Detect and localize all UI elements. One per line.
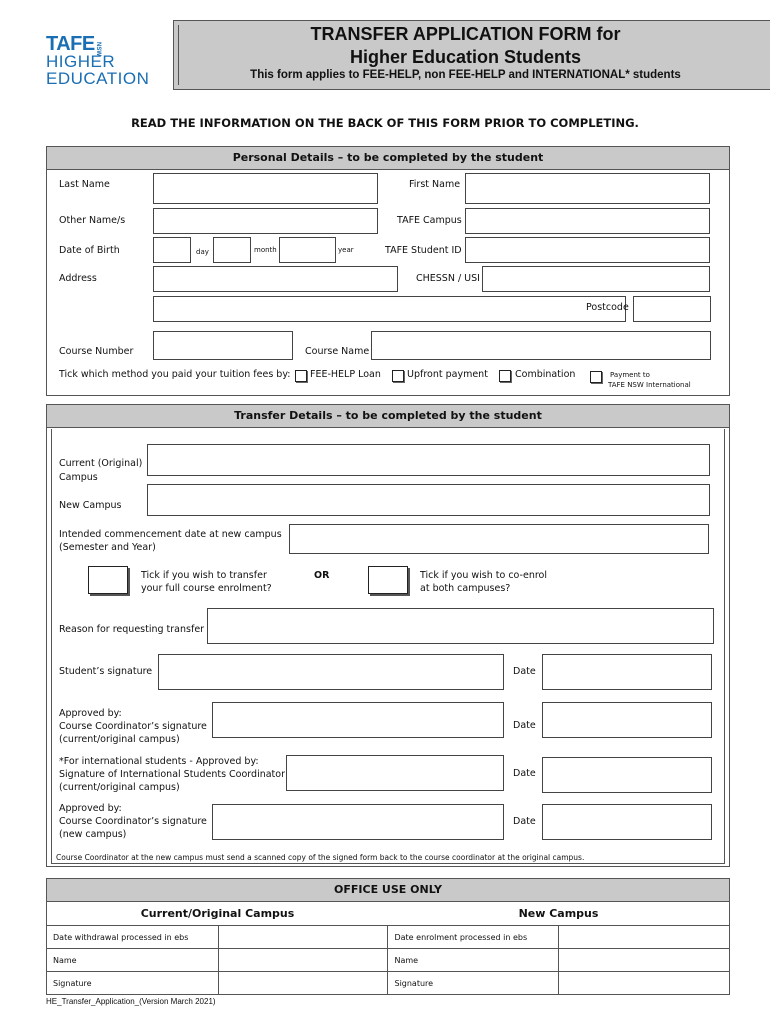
intl-signature-field[interactable] [286,755,504,791]
chessn-label: CHESSN / USI [416,273,480,284]
first-name-label: First Name [409,179,461,190]
intl-payment-checkbox[interactable] [590,371,602,383]
page-subtitle: This form applies to FEE-HELP, non FEE-HELP and INTERNATIONAL* students [250,69,681,81]
dob-label: Date of Birth [59,245,120,256]
office-row-date [47,926,730,949]
address-line1-field[interactable] [153,266,398,292]
coenrol-label-2: at both campuses? [420,583,511,594]
reason-label: Reason for requesting transfer [59,624,205,635]
approved-orig-label [59,707,207,746]
office-right-label: Signature [388,972,559,995]
coenrol-label-1: Tick if you wish to co-enrol [420,570,547,581]
commencement-field[interactable] [289,524,709,554]
office-table [46,925,730,995]
office-left-field[interactable] [218,972,388,995]
current-campus-label-2: Campus [59,472,98,483]
course-number-field[interactable] [153,331,293,360]
page-title-line2: Higher Education Students [349,47,581,67]
page-title: TRANSFER APPLICATION FORM for [310,24,621,44]
student-date-field[interactable] [542,654,712,690]
intl-payment-label-1: Payment to [610,371,650,379]
course-name-label: Course Name [305,346,370,357]
office-left-label: Date withdrawal processed in ebs [47,926,219,949]
last-name-label: Last Name [59,179,110,190]
student-signature-label: Student’s signature [59,666,153,677]
approved-orig-signature-field[interactable] [212,702,504,738]
other-names-field[interactable] [153,208,378,234]
commencement-label-1: Intended commencement date at new campus [59,529,282,540]
intl-date-field[interactable] [542,757,712,793]
instruction: READ THE INFORMATION ON THE BACK OF THIS FORM PRIOR TO COMPLETING. [131,116,639,130]
dob-month-field[interactable] [213,237,251,263]
feehelp-checkbox[interactable] [295,370,307,382]
last-name-field[interactable] [153,173,378,204]
postcode-label: Postcode [586,302,629,313]
new-campus-label: New Campus [59,500,122,511]
current-campus-field[interactable] [147,444,710,476]
approved-new-line1: Approved by: [59,803,122,814]
office-left-heading: Current/Original Campus [46,902,388,926]
dob-year-field[interactable] [279,237,336,263]
address-line2-field[interactable] [153,296,626,322]
feehelp-label: FEE-HELP Loan [310,369,381,380]
reason-field[interactable] [207,608,714,644]
commencement-label-2: (Semester and Year) [59,542,156,553]
approved-orig-line2: Course Coordinator’s signature [59,721,207,732]
header-box [173,20,770,90]
tafe-campus-field[interactable] [465,208,710,234]
approved-orig-line3: (current/original campus) [59,734,180,745]
transfer-full-checkbox[interactable] [88,566,128,594]
payment-question: Tick which method you paid your tuition fees by: [59,369,291,380]
office-row-name [47,949,730,972]
postcode-field[interactable] [633,296,711,322]
office-left-label: Name [47,949,219,972]
transfer-full-label-2: your full course enrolment? [141,583,272,594]
office-left-label: Signature [47,972,219,995]
approved-orig-date-label: Date [513,720,536,731]
office-right-field[interactable] [559,949,730,972]
tafe-campus-label: TAFE Campus [397,215,462,226]
student-date-label: Date [513,666,536,677]
student-signature-field[interactable] [158,654,504,690]
transfer-heading: Transfer Details – to be completed by the student [46,404,730,428]
office-left-field[interactable] [218,949,388,972]
logo-education: EDUCATION [46,69,150,88]
current-campus-label-1: Current (Original) [59,458,143,469]
approved-new-label [59,802,207,841]
office-row-signature [47,972,730,995]
student-id-label: TAFE Student ID [385,245,462,256]
logo-higher: HIGHER [46,52,116,71]
course-number-label: Course Number [59,346,134,357]
intl-approved-line2: Signature of International Students Coordinator [59,769,285,780]
or-label: OR [314,570,330,581]
course-name-field[interactable] [371,331,711,360]
address-label: Address [59,273,97,284]
dob-day-label: day [196,248,209,256]
coenrol-checkbox[interactable] [368,566,408,594]
intl-approved-label [59,755,285,794]
other-names-label: Other Name/s [59,215,126,226]
upfront-label: Upfront payment [407,369,488,380]
intl-approved-line1: *For international students - Approved by: [59,756,259,767]
new-campus-field[interactable] [147,484,710,516]
approved-orig-line1: Approved by: [59,708,122,719]
logo-nsw: NSW [95,42,101,56]
dob-month-label: month [254,246,277,254]
office-heading: OFFICE USE ONLY [46,878,730,902]
approved-new-date-label: Date [513,816,536,827]
approved-new-signature-field[interactable] [212,804,504,840]
first-name-field[interactable] [465,173,710,204]
office-left-field[interactable] [218,926,388,949]
logo-tafe: TAFE [46,33,95,55]
personal-heading: Personal Details – to be completed by the student [46,146,730,170]
office-right-label: Date enrolment processed in ebs [388,926,559,949]
dob-year-label: year [338,246,354,254]
office-right-heading: New Campus [388,902,730,926]
combination-checkbox[interactable] [499,370,511,382]
transfer-note: Course Coordinator at the new campus must send a scanned copy of the signed form back to the course coordinator at the original campus. [56,853,585,862]
approved-new-line3: (new campus) [59,829,127,840]
office-right-field[interactable] [559,972,730,995]
combination-label: Combination [515,369,576,380]
intl-payment-label-2: TAFE NSW International [608,381,691,389]
transfer-full-label-1: Tick if you wish to transfer [141,570,267,581]
upfront-checkbox[interactable] [392,370,404,382]
dob-day-field[interactable] [153,237,191,263]
intl-approved-line3: (current/original campus) [59,782,180,793]
office-right-label: Name [388,949,559,972]
approved-new-line2: Course Coordinator’s signature [59,816,207,827]
approved-new-date-field[interactable] [542,804,712,840]
office-right-field[interactable] [559,926,730,949]
footer-version: HE_Transfer_Application_(Version March 2021) [46,997,216,1006]
intl-date-label: Date [513,768,536,779]
chessn-field[interactable] [482,266,710,292]
approved-orig-date-field[interactable] [542,702,712,738]
student-id-field[interactable] [465,237,710,263]
